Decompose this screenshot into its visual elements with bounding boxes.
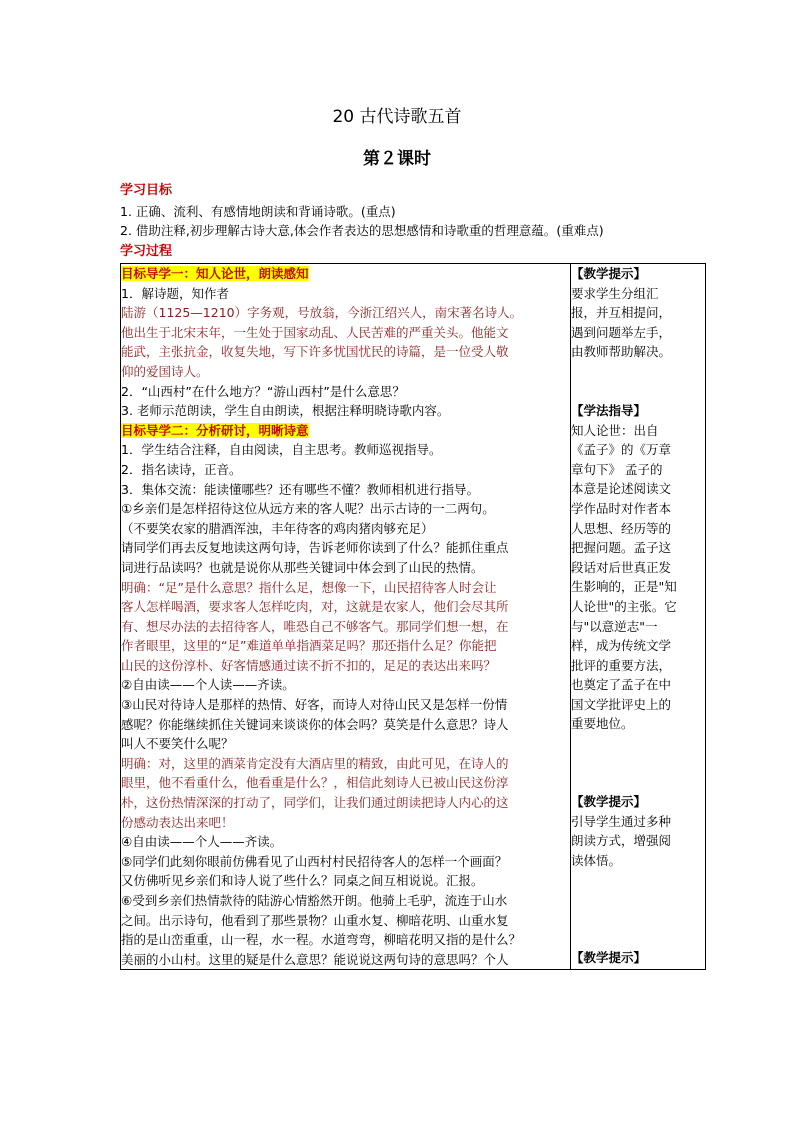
text-line: 3. 老师示范朗读，学生自由朗读，根据注释明晓诗歌内容。 xyxy=(121,403,450,419)
text-line: 生影响的，正是"知 xyxy=(571,579,677,595)
text-line: ⑤同学们此刻你眼前仿佛看见了山西村村民招待客人的怎样一个画面？ xyxy=(121,853,508,869)
text-line: 批评的重要方法， xyxy=(571,657,672,673)
text-line: 有、想尽办法的去招待客人，唯恐自己不够客气。那同学们想一想，在 xyxy=(121,618,509,634)
text-line: 要求学生分组汇 xyxy=(571,285,659,301)
text-line: 又仿佛听见乡亲们和诗人说了些什么？同桌之间互相说说。汇报。 xyxy=(121,873,484,889)
text-line: 引导学生通过多种 xyxy=(571,813,672,829)
side-notes-cell xyxy=(571,264,706,970)
method-body xyxy=(571,421,705,735)
text-line: 明确：“足”是什么意思？指什么足，想像一下，山民招待客人时会让 xyxy=(121,579,497,595)
text-line: ①乡亲们是怎样招待这位从远方来的客人呢？出示古诗的一二两句。 xyxy=(121,501,495,517)
text-line: 明确：对，这里的酒菜肯定没有大酒店里的精致，由此可见，在诗人的 xyxy=(121,755,509,771)
text-line: 遇到问题举左手， xyxy=(571,324,672,340)
lesson-title: 第２课时 xyxy=(363,149,431,169)
text-line: 重要地位。 xyxy=(571,716,634,732)
text-line: 也奠定了孟子在中 xyxy=(571,677,672,693)
text-line: 朴，这份热情深深的打动了，同学们，让我们通过朗读把诗人内心的这 xyxy=(121,795,509,811)
text-line: 仰的爱国诗人。 xyxy=(121,363,209,379)
text-line: 指的是山峦重重，山一程，水一程。水道弯弯，柳暗花明又指的是什么？ xyxy=(121,932,522,948)
text-line: ②自由读——个人读——齐读。 xyxy=(121,677,295,693)
text-line: ④自由读——个人——齐读。 xyxy=(121,834,283,850)
text-line: 人论世"的主张。它 xyxy=(571,598,677,614)
text-line: 《孟子》的《万章 xyxy=(571,442,672,458)
text-line: 2．“山西村”在什么地方？“游山西村”是什么意思？ xyxy=(121,383,405,399)
text-line: 段话对后世真正发 xyxy=(571,559,672,575)
text-line: ③山民对待诗人是那样的热情、好客，而诗人对待山民又是怎样一份情 xyxy=(121,697,508,713)
text-line: 3．集体交流：能读懂哪些？还有哪些不懂？教师相机进行指导。 xyxy=(121,481,479,497)
text-line: 样，成为传统文学 xyxy=(571,638,672,654)
text-line: 感呢？你能继续抓住关键词来谈谈你的体会吗？莫笑是什么意思？诗人 xyxy=(121,716,509,732)
text-line: 国文学批评史上的 xyxy=(571,696,672,712)
text-line: 他出生于北宋末年，一生处于国家动乱、人民苦难的严重关头。他能文 xyxy=(121,324,509,340)
text-line: 美丽的小山村。这里的疑是什么意思？能说说这两句诗的意思吗？个人 xyxy=(121,951,509,967)
text-line: 陆游（1125—1210）字务观，号放翁，今浙江绍兴人，南宋著名诗人。 xyxy=(121,305,523,321)
text-line: 本意是论述阅读文 xyxy=(571,481,672,497)
tip3-title: 【教学提示】 xyxy=(571,950,647,966)
text-line: 学作品时对作者本 xyxy=(571,500,672,516)
objective-item: 1. 正确、流利、有感情地朗读和背诵诗歌。(重点) xyxy=(120,204,396,219)
objective-item: 2. 借助注释,初步理解古诗大意,体会作者表达的思想感情和诗歌重的哲理意蕴。(重难点) xyxy=(120,223,604,238)
method-title: 【学法指导】 xyxy=(571,402,647,418)
text-line: 1．解诗题，知作者 xyxy=(121,285,229,301)
text-line: 山民的这份淳朴、好客情感通过读不折不扣的，足足的表达出来吗？ xyxy=(121,657,497,673)
text-line: 份感动表达出来吧！ xyxy=(121,814,234,830)
text-line: 读体悟。 xyxy=(571,852,622,868)
tip2-title: 【教学提示】 xyxy=(571,794,647,810)
process-content-cell xyxy=(121,264,571,970)
lesson-process-table xyxy=(120,263,706,970)
guide1-title: 目标导学一：知人论世，朗读感知 xyxy=(121,266,309,281)
guide1-body xyxy=(121,284,570,421)
text-line: 报，并互相提问， xyxy=(571,305,672,321)
text-line: 眼里，他不看重什么，他看重是什么？，相信此刻诗人已被山民这份淳 xyxy=(121,775,509,791)
text-line: 把握问题。孟子这 xyxy=(571,540,672,556)
text-line: 章句下》 孟子的 xyxy=(571,461,663,477)
text-line: （不要笑农家的腊酒浑浊，丰年待客的鸡肉猪肉够充足） xyxy=(121,520,434,536)
tip1-title: 【教学提示】 xyxy=(571,266,647,281)
tip1-body xyxy=(571,284,705,362)
text-line: 作者眼里，这里的“足”难道单单指酒菜足吗？那还指什么足？你能把 xyxy=(121,638,497,654)
text-line: 2．指名读诗，正音。 xyxy=(121,461,242,477)
tip2-body xyxy=(571,812,705,871)
objectives-heading: 学习目标 xyxy=(120,183,173,198)
text-line: 与"以意逆志"一 xyxy=(571,618,658,634)
page-title: 20 古代诗歌五首 xyxy=(332,107,462,127)
text-line: 客人怎样喝酒，要求客人怎样吃肉，对，这就是农家人，他们会尽其所 xyxy=(121,599,509,615)
text-line: 能武，主张抗金，收复失地，写下许多忧国忧民的诗篇，是一位受人敬 xyxy=(121,344,509,360)
text-line: 朗读方式，增强阅 xyxy=(571,833,672,849)
text-line: ⑥受到乡亲们热情款待的陆游心情豁然开朗。他骑上毛驴，流连于山水 xyxy=(121,893,508,908)
guide2-title: 目标导学二：分析研讨，明晰诗意 xyxy=(121,422,309,438)
guide2-body xyxy=(121,440,570,969)
text-line: 知人论世：出自 xyxy=(571,422,659,438)
text-line: 词进行品读吗？也就是说你从那些关键词中体会到了山民的热情。 xyxy=(121,559,484,575)
text-line: 1．学生结合注释，自由阅读，自主思考。教师巡视指导。 xyxy=(121,442,442,458)
text-line: 之间。出示诗句，他看到了那些景物？山重水复、柳暗花明、山重水复 xyxy=(121,912,509,928)
text-line: 人思想、经历等的 xyxy=(571,520,672,536)
process-heading: 学习过程 xyxy=(120,244,173,259)
text-line: 请同学们再去反复地读这两句诗，告诉老师你读到了什么？能抓住重点 xyxy=(121,540,509,556)
text-line: 叫人不要笑什么呢？ xyxy=(121,736,234,752)
text-line: 由教师帮助解决。 xyxy=(571,344,672,360)
